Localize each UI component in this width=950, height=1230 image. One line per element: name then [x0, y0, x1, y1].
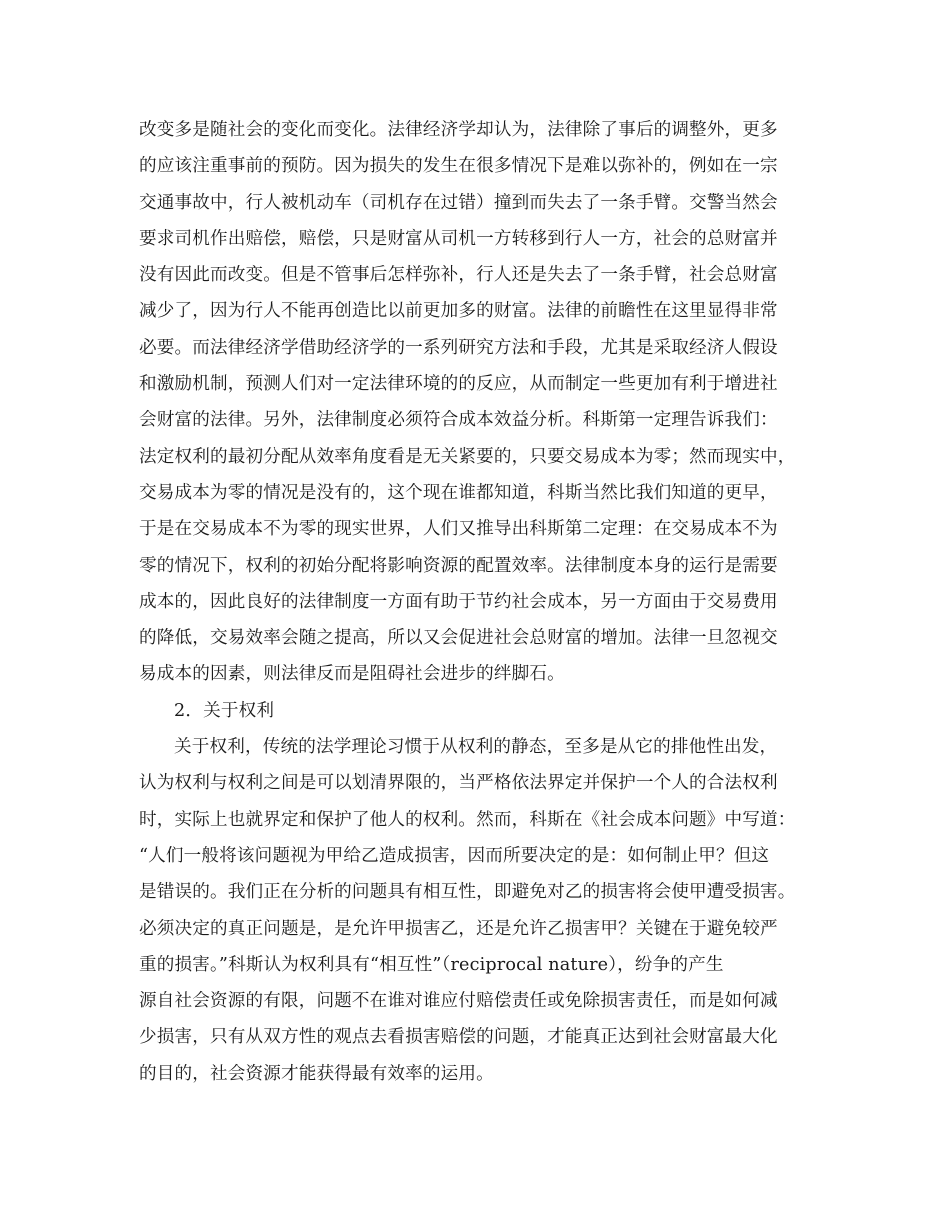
text-line: 关于权利，传统的法学理论习惯于从权利的静态，至多是从它的排他性出发， [174, 737, 778, 758]
paragraph-2 [139, 729, 819, 1092]
text-line: 必要。而法律经济学借助经济学的一系列研究方法和手段，尤其是采取经济人假设 [139, 337, 778, 358]
text-line: 零的情况下，权利的初始分配将影响资源的配置效率。法律制度本身的运行是需要 [139, 555, 778, 576]
text-line: 成本的，因此良好的法律制度一方面有助于节约社会成本，另一方面由于交易费用 [139, 591, 778, 612]
text-line: 没有因此而改变。但是不管事后怎样弥补，行人还是失去了一条手臂，社会总财富 [139, 265, 778, 286]
text-line: 改变多是随社会的变化而变化。法律经济学却认为，法律除了事后的调整外，更多 [139, 120, 778, 140]
text-line: 交通事故中，行人被机动车（司机存在过错）撞到而失去了一条手臂。交警当然会 [139, 192, 778, 213]
text-line: 的目的，社会资源才能获得最有效率的运用。 [139, 1063, 494, 1084]
text-line: 是错误的。我们正在分析的问题具有相互性，即避免对乙的损害将会使甲遭受损害。 [139, 882, 796, 903]
paragraph-1 [139, 112, 819, 693]
text-line: “人们一般将该问题视为甲给乙造成损害，因而所要决定的是：如何制止甲？但这 [139, 845, 770, 866]
text-line: 源自社会资源的有限，问题不在谁对谁应付赔偿责任或免除损害责任，而是如何减 [139, 991, 778, 1012]
text-line: 减少了，因为行人不能再创造比以前更加多的财富。法律的前瞻性在这里显得非常 [139, 301, 778, 322]
document-body [139, 112, 819, 1092]
text-line: 的应该注重事前的预防。因为损失的发生在很多情况下是难以弥补的，例如在一宗 [139, 156, 778, 177]
text-line: 于是在交易成本不为零的现实世界，人们又推导出科斯第二定理：在交易成本不为 [139, 519, 778, 540]
section-heading: 2．关于权利 [174, 700, 275, 721]
text-line: 和激励机制，预测人们对一定法律环境的的反应，从而制定一些更加有利于增进社 [139, 374, 778, 395]
text-line: 会财富的法律。另外，法律制度必须符合成本效益分析。科斯第一定理告诉我们： [139, 410, 778, 431]
text-line: 认为权利与权利之间是可以划清界限的，当严格依法界定并保护一个人的合法权利 [139, 773, 778, 794]
text-line: 交易成本为零的情况是没有的，这个现在谁都知道，科斯当然比我们知道的更早， [139, 482, 778, 503]
text-line: 的降低，交易效率会随之提高，所以又会促进社会总财富的增加。法律一旦忽视交 [139, 628, 778, 649]
text-line: 必须决定的真正问题是，是允许甲损害乙，还是允许乙损害甲？关键在于避免较严 [139, 918, 778, 939]
text-line: 时，实际上也就界定和保护了他人的权利。然而，科斯在《社会成本问题》中写道： [139, 809, 796, 830]
text-line: 法定权利的最初分配从效率角度看是无关紧要的，只要交易成本为零；然而现实中， [139, 446, 796, 467]
text-line: 要求司机作出赔偿，赔偿，只是财富从司机一方转移到行人一方，社会的总财富并 [139, 228, 778, 249]
text-line: 少损害，只有从双方性的观点去看损害赔偿的问题，才能真正达到社会财富最大化 [139, 1027, 778, 1048]
text-line: 重的损害。”科斯认为权利具有“相互性”（reciprocal nature），纷争的产生 [139, 954, 724, 975]
text-line: 易成本的因素，则法律反而是阻碍社会进步的绊脚石。 [139, 664, 565, 685]
